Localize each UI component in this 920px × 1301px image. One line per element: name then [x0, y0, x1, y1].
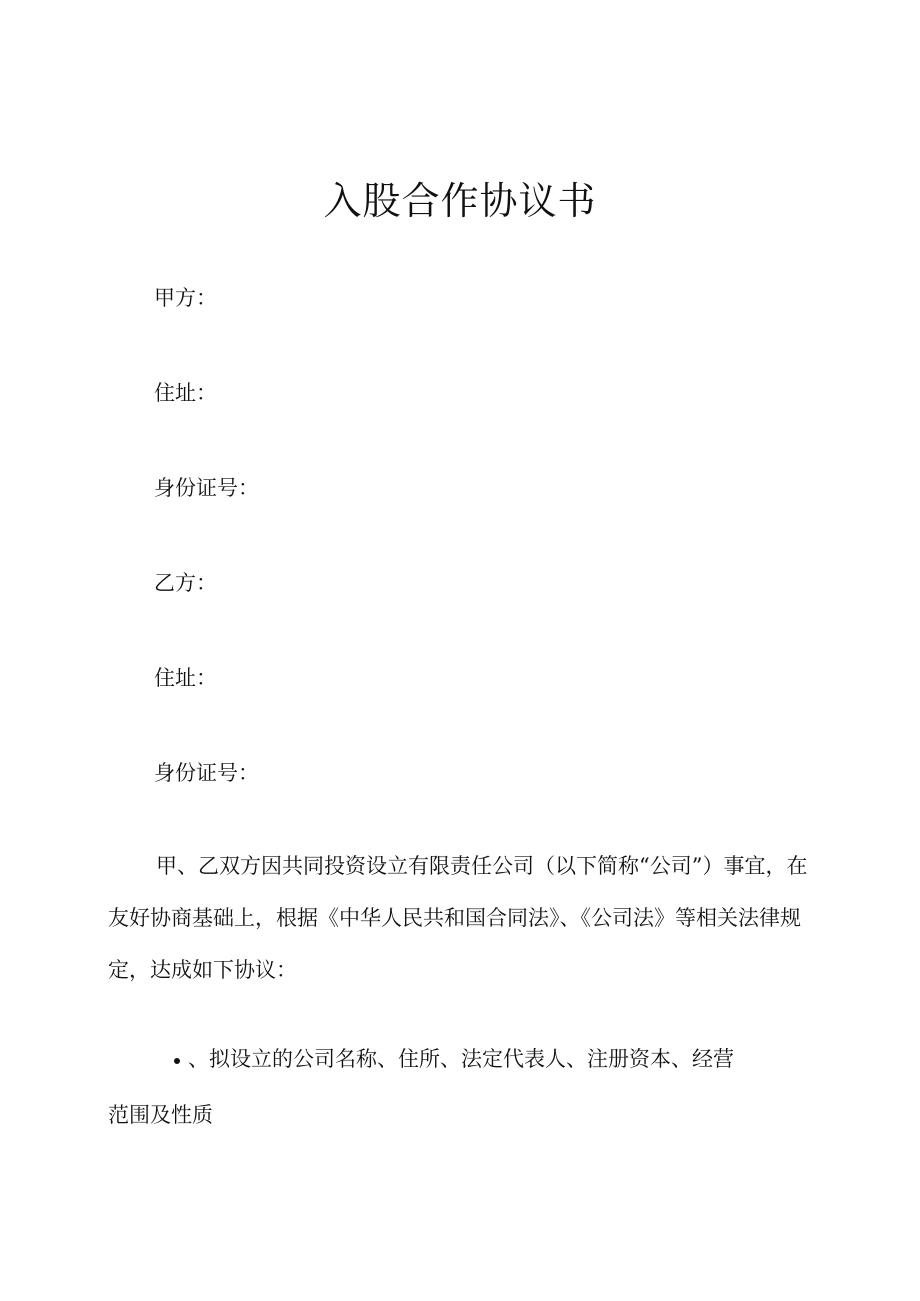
- preamble-paragraph: [108, 840, 808, 996]
- party-a-id-label: 身份证号：: [154, 476, 259, 500]
- party-b-id-label: 身份证号：: [154, 761, 259, 785]
- clause-1-heading: [170, 1045, 734, 1073]
- party-b-address-label: 住址：: [154, 666, 217, 690]
- clause-1-line2: 范围及性质: [108, 1103, 213, 1127]
- preamble-text: 甲、乙双方因共同投资设立有限责任公司（以下简称“公司”）事宜，在友好协商基础上，根据《中华人民共和国合同法》、《公司法》等相关法律规定，达成如下协议：: [108, 854, 808, 982]
- bullet-dot-icon: [174, 1058, 180, 1064]
- party-b-label: 乙方：: [154, 571, 217, 595]
- document-title: 入股合作协议书: [323, 179, 597, 223]
- party-a-address-label: 住址：: [154, 381, 217, 405]
- party-a-label: 甲方：: [154, 286, 217, 310]
- clause-1-line1: 、拟设立的公司名称、住所、法定代表人、注册资本、经营: [188, 1047, 734, 1071]
